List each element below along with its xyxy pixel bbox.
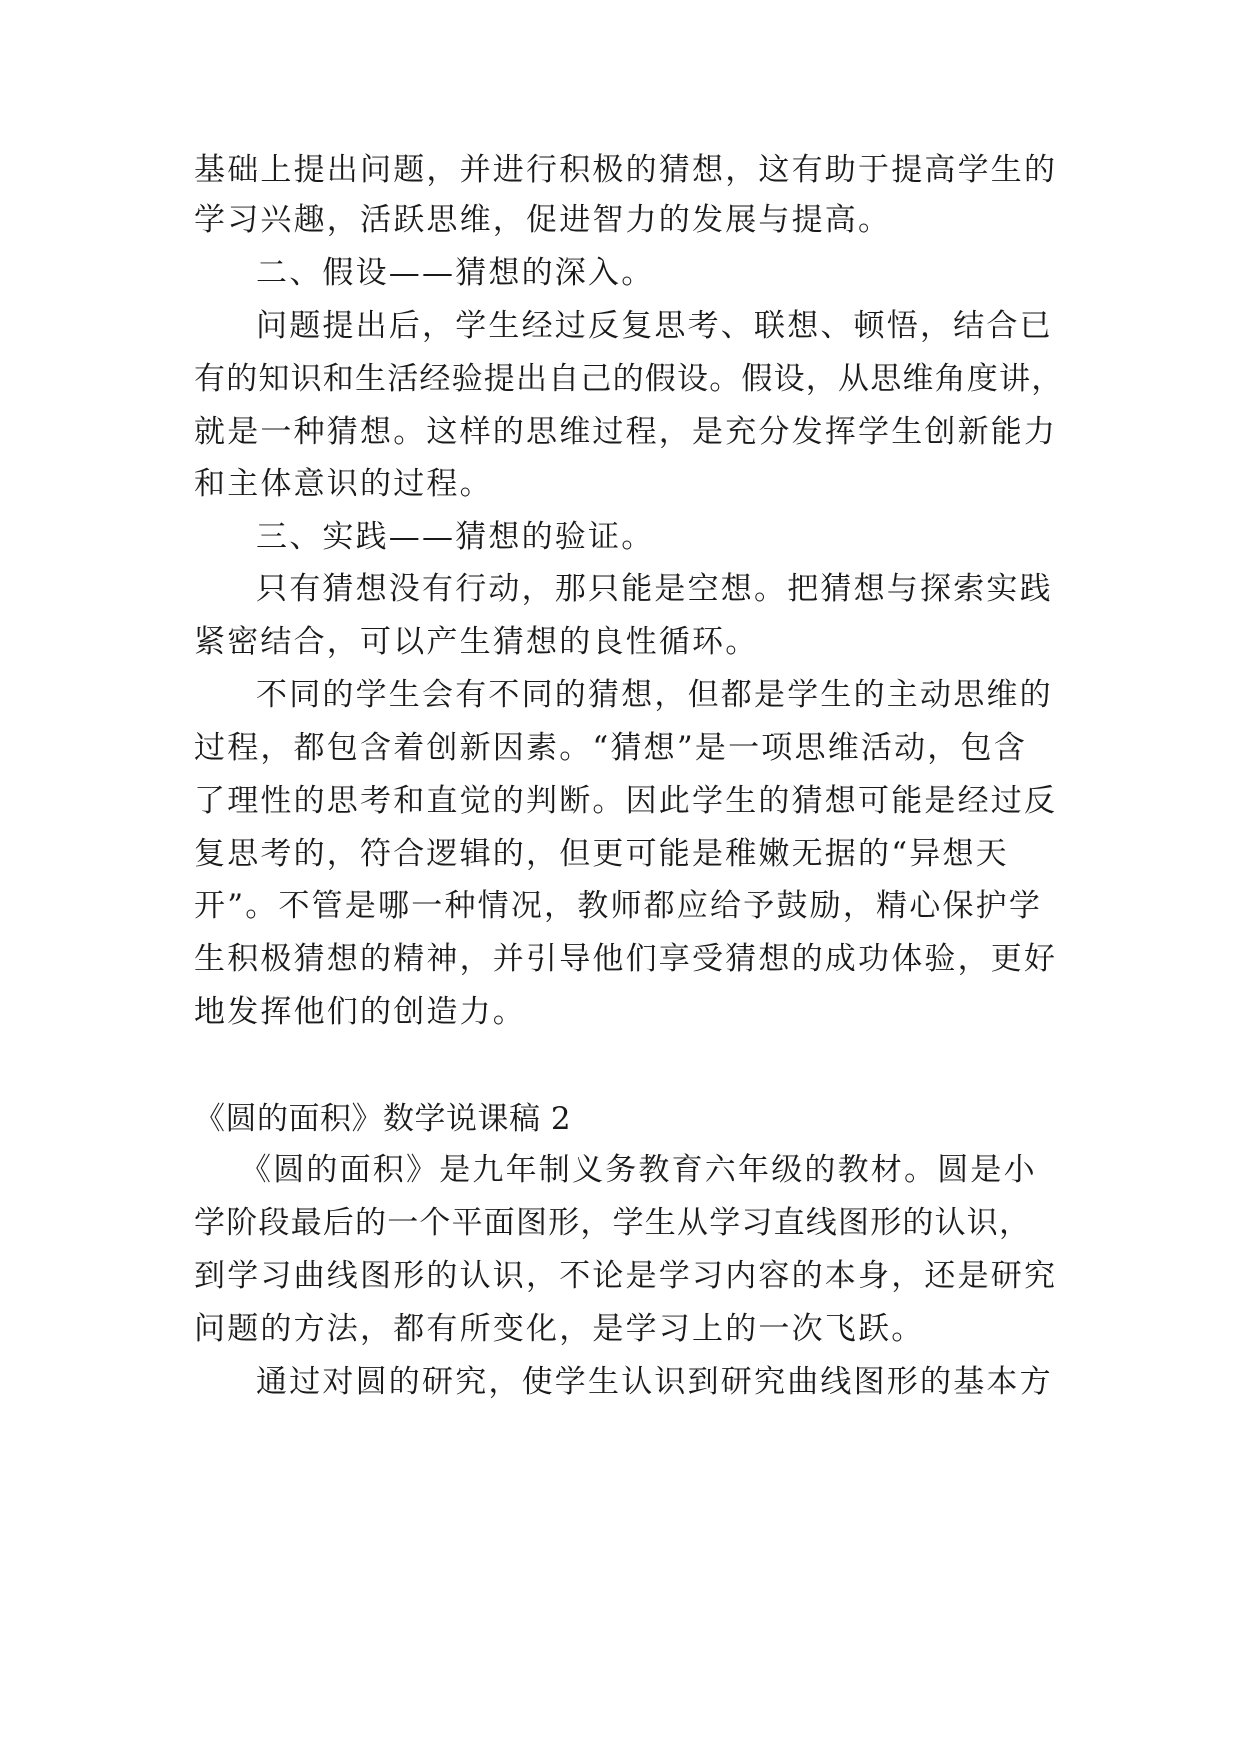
text-line: 通过对圆的研究，使学生认识到研究曲线图形的基本方 <box>256 1364 1053 1400</box>
text-line: 紧密结合，可以产生猜想的良性循环。 <box>194 624 759 660</box>
section-heading: 三、实践——猜想的验证。 <box>256 519 655 555</box>
text-line: 生积极猜想的精神，并引导他们享受猜想的成功体验，更好 <box>194 941 1058 977</box>
document-title: 《圆的面积》数学说课稿 2 <box>194 1101 572 1137</box>
section-heading: 二、假设——猜想的深入。 <box>256 255 655 291</box>
text-line: 开”。不管是哪一种情况，教师都应给予鼓励，精心保护学 <box>194 888 1043 924</box>
text-line: 问题提出后，学生经过反复思考、联想、顿悟，结合已 <box>256 308 1053 344</box>
text-line: 了理性的思考和直觉的判断。因此学生的猜想可能是经过反 <box>194 783 1058 819</box>
text-line: 学习兴趣，活跃思维，促进智力的发展与提高。 <box>194 202 892 238</box>
text-line: 基础上提出问题，并进行积极的猜想，这有助于提高学生的 <box>194 152 1058 188</box>
text-line: 学阶段最后的一个平面图形，学生从学习直线图形的认识， <box>194 1205 1032 1241</box>
text-line: 过程，都包含着创新因素。“猜想”是一项思维活动，包含 <box>194 730 1027 766</box>
text-line: 就是一种猜想。这样的思维过程，是充分发挥学生创新能力 <box>194 414 1058 450</box>
text-line: 和主体意识的过程。 <box>194 466 493 502</box>
text-line: 有的知识和生活经验提出自己的假设。假设，从思维角度讲， <box>194 361 1064 397</box>
text-line: 复思考的，符合逻辑的，但更可能是稚嫩无据的“异想天 <box>194 836 1009 872</box>
text-line: 《圆的面积》是九年制义务教育六年级的教材。圆是小 <box>240 1152 1037 1188</box>
text-line: 只有猜想没有行动，那只能是空想。把猜想与探索实践 <box>256 571 1053 607</box>
text-line: 地发挥他们的创造力。 <box>194 994 526 1030</box>
text-line: 到学习曲线图形的认识，不论是学习内容的本身，还是研究 <box>194 1258 1058 1294</box>
text-line: 问题的方法，都有所变化，是学习上的一次飞跃。 <box>194 1311 925 1347</box>
text-line: 不同的学生会有不同的猜想，但都是学生的主动思维的 <box>256 677 1053 713</box>
